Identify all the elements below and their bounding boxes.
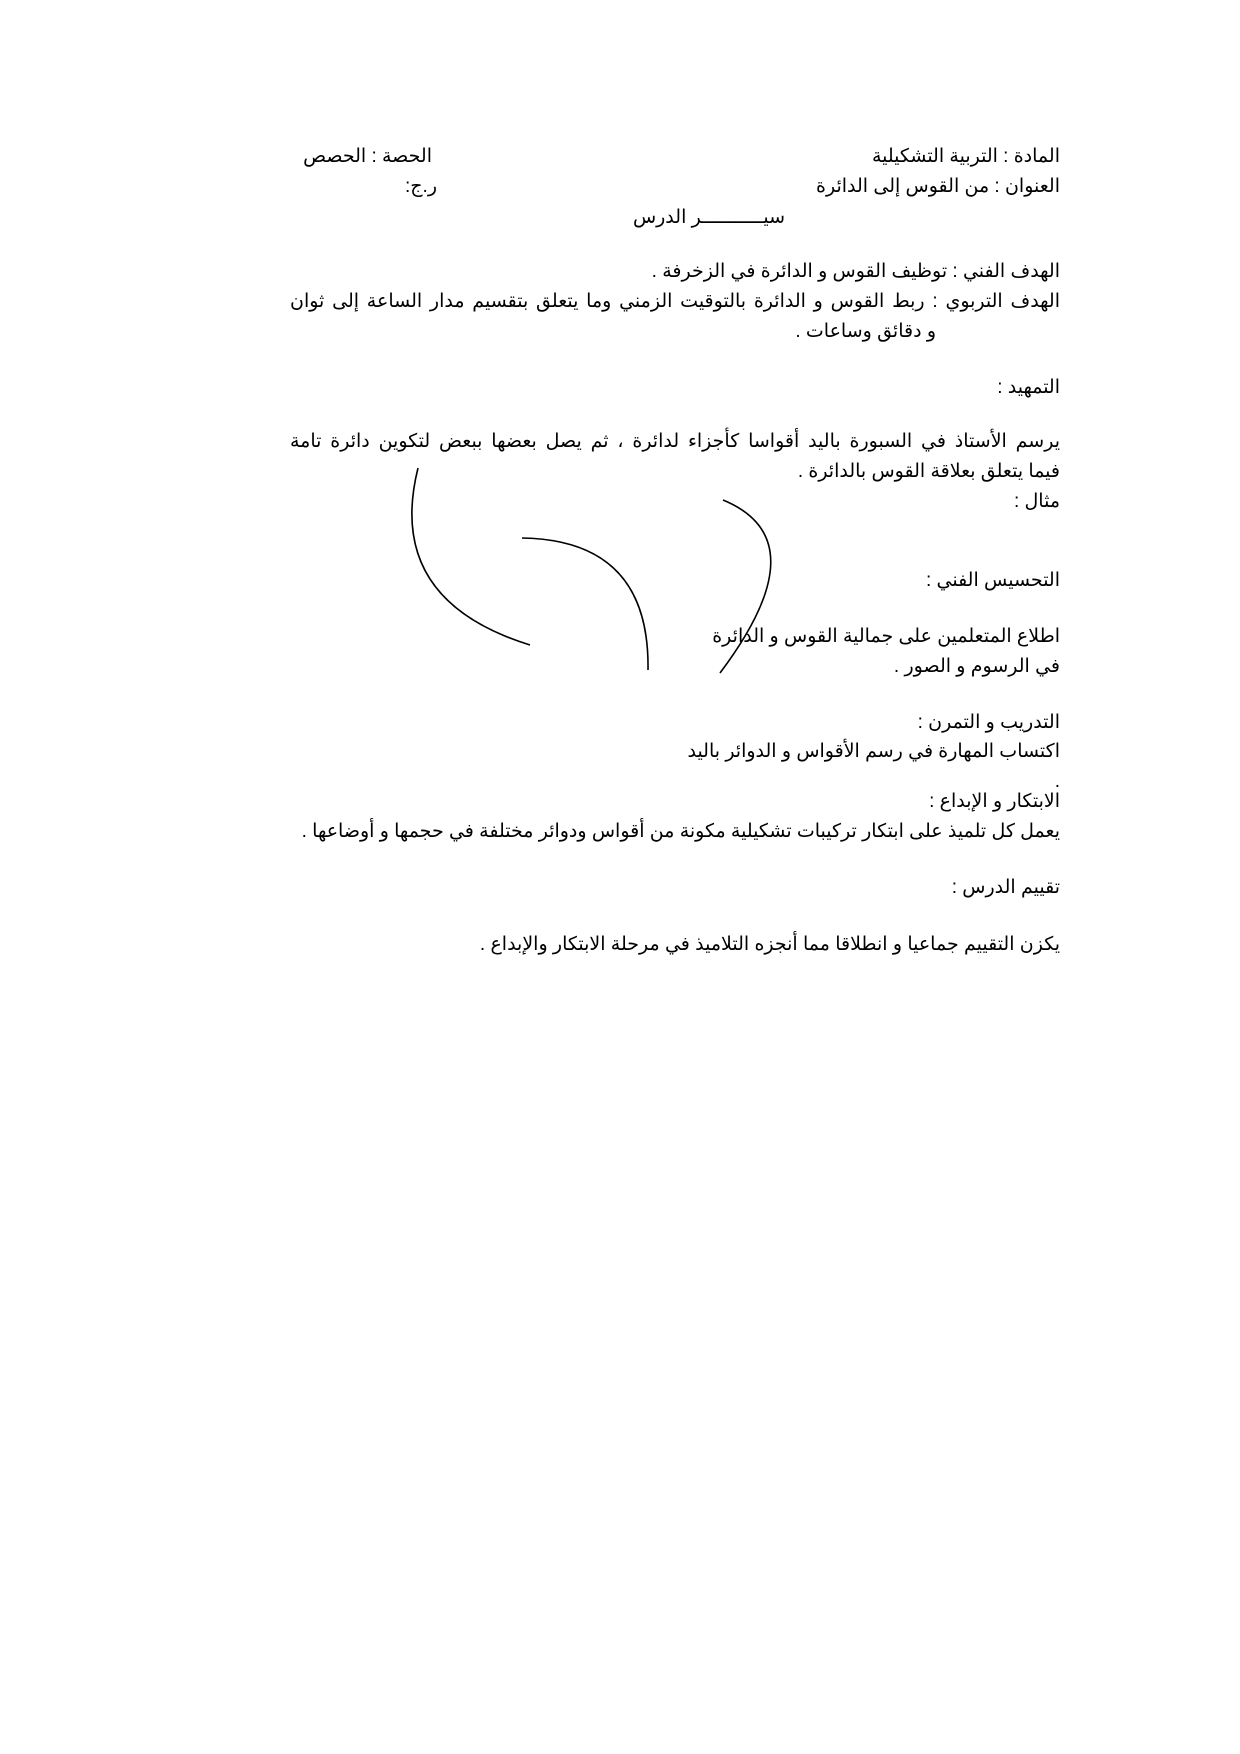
creativity-heading: الابتكار و الإبداع : bbox=[929, 791, 1060, 812]
evaluation-line1: يكزن التقييم جماعيا و انطلاقا مما أنجزه التلاميذ في مرحلة الابتكار والإبداع . bbox=[479, 934, 1060, 955]
creativity-line1: يعمل كل تلميذ على ابتكار تركيبات تشكيلية مكونة من أقواس ودوائر مختلفة في حجمها و أوضاعها . bbox=[301, 821, 1060, 842]
educational-goal-line1: الهدف التربوي : ربط القوس و الدائرة بالتوقيت الزمني وما يتعلق بتقسيم مدار الساعة إلى ثوان bbox=[290, 291, 1060, 312]
subject-label: المادة : التربية التشكيلية bbox=[871, 146, 1060, 167]
training-line1: اكتساب المهارة في رسم الأقواس و الدوائر باليد bbox=[687, 741, 1060, 762]
lesson-progress-heading: سيـــــــــــر الدرس bbox=[632, 207, 785, 228]
intro-line1: يرسم الأستاذ في السبورة باليد أقواسا كأجزاء لدائرة ، ثم يصل بعضها ببعض لتكوين دائرة تامة bbox=[290, 431, 1060, 452]
arc-middle bbox=[522, 538, 648, 670]
educational-goal-line2: و دقائق وساعات . bbox=[795, 321, 936, 342]
intro-heading: التمهيد : bbox=[997, 377, 1060, 398]
evaluation-heading: تقييم الدرس : bbox=[951, 877, 1060, 898]
sensitization-heading: التحسيس الفني : bbox=[925, 570, 1060, 591]
artistic-goal: الهدف الفني : توظيف القوس و الدائرة في الزخرفة . bbox=[651, 261, 1060, 282]
training-dot: . bbox=[1054, 771, 1060, 792]
training-heading: التدريب و التمرن : bbox=[917, 712, 1060, 733]
arc-left bbox=[412, 468, 530, 645]
lesson-title: العنوان : من القوس إلى الدائرة bbox=[816, 176, 1060, 197]
reference-label: ر.ج: bbox=[405, 176, 437, 197]
periods-label: الحصة : الحصص bbox=[303, 146, 432, 167]
intro-line2: فيما يتعلق بعلاقة القوس بالدائرة . bbox=[797, 461, 1060, 482]
sensitization-line2: في الرسوم و الصور . bbox=[893, 656, 1060, 677]
example-label: مثال : bbox=[1013, 491, 1060, 512]
sensitization-line1: اطلاع المتعلمين على جمالية القوس و الدائرة bbox=[712, 626, 1060, 647]
